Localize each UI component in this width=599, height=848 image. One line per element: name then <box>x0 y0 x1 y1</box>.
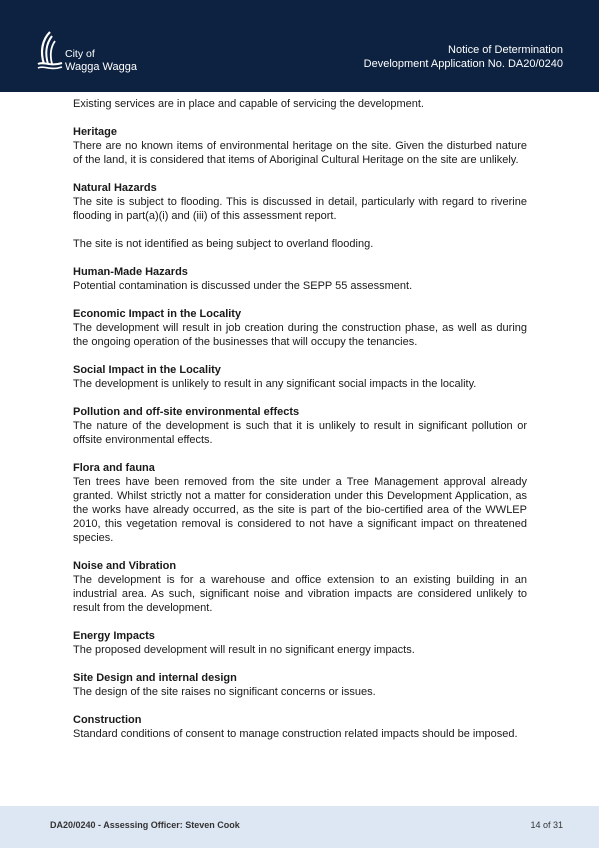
section-paragraph: Standard conditions of consent to manage construction related impacts should be imposed. <box>73 728 518 740</box>
section-paragraph: The development is unlikely to result in any significant social impacts in the locality. <box>73 378 477 390</box>
section-paragraph: The development will result in job creation during the construction phase, as well as during the ongoing operation of the businesses that will occupy the tenancies. <box>73 322 527 348</box>
footer-officer: DA20/0240 - Assessing Officer: Steven Cook <box>50 820 240 830</box>
section-paragraph: There are no known items of environmental heritage on the site. Given the disturbed nature of the land, it is considered that items of Aboriginal Cultural Heritage on the site are unlikely. <box>73 140 527 166</box>
section-heading: Construction <box>73 714 142 726</box>
section <box>73 629 527 657</box>
section-paragraph: The design of the site raises no significant concerns or issues. <box>73 686 376 698</box>
section <box>73 671 527 699</box>
section-paragraph: The site is not identified as being subject to overland flooding. <box>73 238 374 250</box>
section-heading: Flora and fauna <box>73 462 155 474</box>
page-header <box>0 0 599 92</box>
section-paragraph: Ten trees have been removed from the site under a Tree Management approval already granted. Whilst strictly not a matter for consideration under this Development Application, as the works have already occurred, as the site is part of the bio-certified area of the WWLEP 2010, this vegetation removal is considered to not have a significant impact on threatened species. <box>73 476 527 544</box>
section <box>73 265 527 293</box>
section-paragraph: The site is subject to flooding. This is discussed in detail, particularly with regard to riverine flooding in part(a)(i) and (iii) of this assessment report. <box>73 196 527 222</box>
section-heading: Site Design and internal design <box>73 672 237 684</box>
section-heading: Natural Hazards <box>73 182 157 194</box>
section-heading: Energy Impacts <box>73 630 155 642</box>
section-heading: Economic Impact in the Locality <box>73 308 242 320</box>
title-line1: Notice of Determination <box>448 44 563 56</box>
page-number: 14 of 31 <box>530 820 563 830</box>
section <box>73 461 527 545</box>
section-paragraph: The nature of the development is such that it is unlikely to result in significant pollution or offsite environmental effects. <box>73 420 527 446</box>
section-paragraph: The development is for a warehouse and office extension to an existing building in an industrial area. As such, significant noise and vibration impacts are considered unlikely to result from the development. <box>73 574 527 614</box>
section-paragraph: The proposed development will result in no significant energy impacts. <box>73 644 415 656</box>
section-heading: Noise and Vibration <box>73 560 177 572</box>
section-heading: Heritage <box>73 126 118 138</box>
section-paragraph: Potential contamination is discussed under the SEPP 55 assessment. <box>73 280 413 292</box>
city-logo-icon <box>36 30 64 72</box>
section <box>73 307 527 349</box>
intro-paragraph: Existing services are in place and capable of servicing the development. <box>73 98 424 110</box>
logo-line1: City of <box>65 48 95 60</box>
section <box>73 181 527 251</box>
page-content <box>73 97 527 741</box>
sections-container <box>73 125 527 741</box>
page-footer <box>0 806 599 848</box>
section-heading: Social Impact in the Locality <box>73 364 221 376</box>
logo-text <box>65 48 137 74</box>
section <box>73 559 527 615</box>
section <box>73 125 527 167</box>
section-heading: Pollution and off-site environmental effects <box>73 406 300 418</box>
section <box>73 405 527 447</box>
logo-line2: Wagga Wagga <box>65 61 137 73</box>
section <box>73 713 527 741</box>
section <box>73 363 527 391</box>
title-line2: Development Application No. DA20/0240 <box>363 58 563 70</box>
section-heading: Human-Made Hazards <box>73 266 188 278</box>
document-title <box>364 43 563 71</box>
